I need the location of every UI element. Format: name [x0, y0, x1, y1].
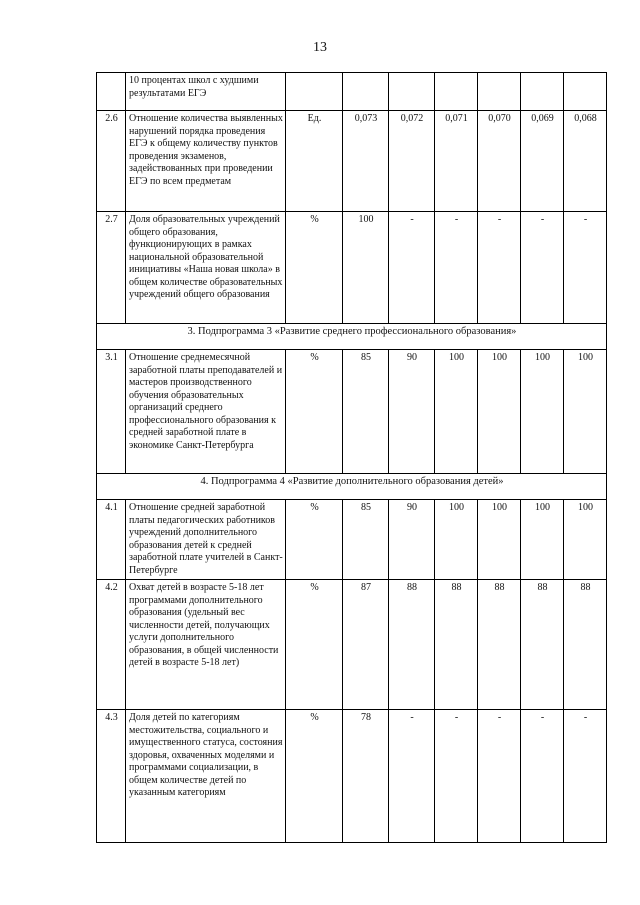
- indicator-value: 100: [564, 500, 607, 580]
- table-row: [97, 710, 607, 843]
- indicator-description: Доля образовательных учреждений общего образования, функционирующих в рамках национальной образовательной инициативы «Наша новая школа» в общем количестве образовательных учреждений общего образования: [126, 212, 286, 324]
- indicator-description: Отношение средней заработной платы педагогических работников учреждений дополнительного образования детей к средней заработной плате учителей в Санкт-Петербурге: [126, 500, 286, 580]
- indicator-value: [435, 73, 478, 111]
- indicator-value: -: [564, 212, 607, 324]
- indicator-value: 100: [521, 500, 564, 580]
- indicator-value: -: [521, 710, 564, 843]
- indicator-number: 4.2: [97, 580, 126, 710]
- indicator-value: 100: [435, 500, 478, 580]
- indicator-number: 3.1: [97, 350, 126, 474]
- indicator-description: Охват детей в возрасте 5-18 лет программами дополнительного образования (удельный вес численности детей, получающих услуги дополнительного образования, в общей численности детей в возрасте 5-18 лет): [126, 580, 286, 710]
- indicator-value: 0,073: [343, 111, 389, 212]
- section-title: 4. Подпрограмма 4 «Развитие дополнительного образования детей»: [97, 474, 607, 500]
- indicator-description: Отношение количества выявленных нарушений порядка проведения ЕГЭ к общему количеству пунктов проведения экзаменов, задействованных при проведении ЕГЭ по всем предметам: [126, 111, 286, 212]
- indicator-value: 90: [389, 500, 435, 580]
- table-row: [97, 500, 607, 580]
- indicator-description: 10 процентах школ с худшими результатами ЕГЭ: [126, 73, 286, 111]
- indicator-value: 90: [389, 350, 435, 474]
- indicator-unit: %: [286, 350, 343, 474]
- indicator-unit: Ед.: [286, 111, 343, 212]
- indicator-value: -: [564, 710, 607, 843]
- table-row: [97, 111, 607, 212]
- indicator-unit: %: [286, 710, 343, 843]
- indicator-value: -: [389, 710, 435, 843]
- indicator-description: Отношение среднемесячной заработной платы преподавателей и мастеров производственного обучения образовательных организаций среднего профессионального образования к средней заработной плате в экономике Санкт-Петербурга: [126, 350, 286, 474]
- indicator-value: [564, 73, 607, 111]
- indicator-value: 88: [478, 580, 521, 710]
- indicator-value: 100: [564, 350, 607, 474]
- indicator-value: -: [478, 710, 521, 843]
- indicator-value: 85: [343, 500, 389, 580]
- indicator-value: 100: [478, 350, 521, 474]
- indicator-unit: %: [286, 580, 343, 710]
- indicator-value: 0,072: [389, 111, 435, 212]
- table-row: [97, 350, 607, 474]
- indicator-value: [343, 73, 389, 111]
- indicator-value: 0,071: [435, 111, 478, 212]
- indicator-value: 0,069: [521, 111, 564, 212]
- section-header-row: [97, 474, 607, 500]
- indicator-number: 4.1: [97, 500, 126, 580]
- page-number: 13: [313, 40, 327, 55]
- indicator-value: -: [435, 710, 478, 843]
- indicator-value: 100: [435, 350, 478, 474]
- table-row: [97, 212, 607, 324]
- indicator-number: 2.7: [97, 212, 126, 324]
- indicator-value: 88: [435, 580, 478, 710]
- indicator-value: 100: [343, 212, 389, 324]
- indicator-number: [97, 73, 126, 111]
- table-row: [97, 73, 607, 111]
- indicator-value: 100: [478, 500, 521, 580]
- indicator-unit: [286, 73, 343, 111]
- indicator-value: 88: [521, 580, 564, 710]
- indicator-number: 4.3: [97, 710, 126, 843]
- indicators-table: [96, 72, 607, 843]
- indicator-value: -: [435, 212, 478, 324]
- indicator-value: [521, 73, 564, 111]
- section-title: 3. Подпрограмма 3 «Развитие среднего профессионального образования»: [97, 324, 607, 350]
- indicator-value: 78: [343, 710, 389, 843]
- indicator-value: [478, 73, 521, 111]
- section-header-row: [97, 324, 607, 350]
- indicator-value: 88: [564, 580, 607, 710]
- indicator-value: 85: [343, 350, 389, 474]
- indicator-value: -: [521, 212, 564, 324]
- indicator-value: 0,068: [564, 111, 607, 212]
- indicator-value: 88: [389, 580, 435, 710]
- table-row: [97, 580, 607, 710]
- indicator-value: -: [478, 212, 521, 324]
- indicator-number: 2.6: [97, 111, 126, 212]
- indicator-value: [389, 73, 435, 111]
- indicator-value: 87: [343, 580, 389, 710]
- indicator-description: Доля детей по категориям местожительства, социального и имущественного статуса, состояния здоровья, охваченных моделями и программами социализации, в общем количестве детей по указанным категориям: [126, 710, 286, 843]
- indicator-value: 0,070: [478, 111, 521, 212]
- indicator-unit: %: [286, 212, 343, 324]
- indicator-unit: %: [286, 500, 343, 580]
- indicator-value: -: [389, 212, 435, 324]
- indicator-value: 100: [521, 350, 564, 474]
